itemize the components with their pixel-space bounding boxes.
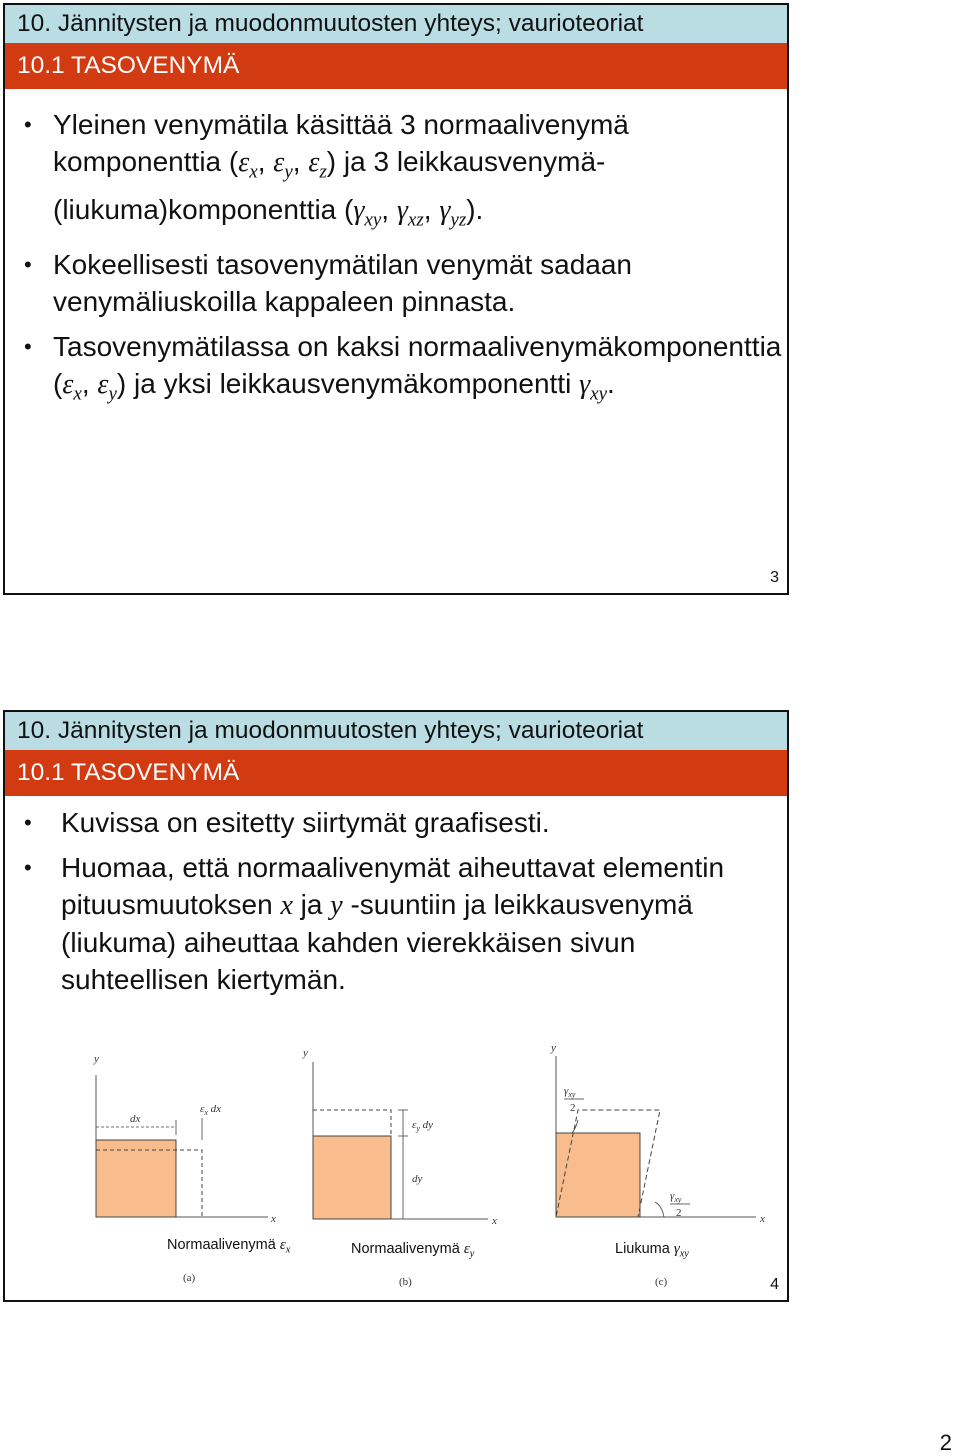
bullet-item <box>5 849 787 998</box>
fig-b-dy-label: dy <box>412 1173 423 1185</box>
fig-c-y-label: y <box>551 1042 556 1054</box>
math-epsilon-z: $\varepsilon_z$ <box>308 147 327 183</box>
bullet-item <box>5 328 787 413</box>
fig-b-x-label: x <box>492 1215 497 1227</box>
math-epsilon-y: $\varepsilon_y$ <box>97 369 117 405</box>
slide-section-title: 10.1 TASOVENYMÄ <box>5 750 787 796</box>
bullet-list <box>5 804 787 998</box>
fig-b-eps-label: $\varepsilon_y$ dy <box>412 1119 434 1133</box>
math-epsilon-x: $\varepsilon_x$ <box>62 369 82 405</box>
fig-a-dx-label: dx <box>130 1113 141 1125</box>
slide-header-title: 10. Jännitysten ja muodonmuutosten yhteys; vaurioteoriat <box>5 712 787 750</box>
bullet-item: • Kokeellisesti tasovenymätilan venymät sadaan venymäliuskoilla kappaleen pinnasta. <box>5 246 787 320</box>
slide-4 <box>3 710 789 1302</box>
separator: , <box>381 193 397 225</box>
separator: , <box>423 193 440 225</box>
document-page-number: 2 <box>939 1430 952 1455</box>
math-gamma-xz: $\gamma_{xz}$ <box>396 194 424 231</box>
math-x: x <box>280 890 293 921</box>
bullet-text: -suuntiin ja leikkausvenymä (liukuma) aiheuttaa kahden vierekkäisen sivun suhteellisen kiertymän. <box>61 889 693 995</box>
math-gamma-xy: $\gamma_{xy}$ <box>579 369 608 405</box>
fig-c-gamma-top: $\gamma_{xy}$ <box>564 1085 576 1099</box>
math-epsilon-y: $\varepsilon_y$ <box>273 147 293 183</box>
bullet-text: ) ja yksi leikkausvenymäkomponentti <box>116 368 580 400</box>
separator: , <box>257 146 274 177</box>
math-gamma-yz: $\gamma_{yz}$ <box>439 194 467 231</box>
slide-header-title: 10. Jännitysten ja muodonmuutosten yhteys; vaurioteoriat <box>5 5 787 43</box>
bullet-text: ) ja 3 leikkausvenymä-(liukuma)komponenttia ( <box>53 146 606 225</box>
bullet-item <box>5 106 787 238</box>
math-y: y <box>330 890 343 921</box>
fig-c-gamma-top-den: 2 <box>570 1102 576 1114</box>
fig-a-x-label: x <box>271 1213 276 1225</box>
fig-b-letter: (b) <box>399 1276 412 1288</box>
slide-page-number: 3 <box>770 569 779 586</box>
separator: , <box>81 368 98 400</box>
fig-a-caption: Normaalivenymä $\varepsilon_x$ <box>167 1237 291 1256</box>
bullet-list <box>5 106 787 413</box>
bullet-text: Huomaa, että normaalivenymät aiheuttavat elementin pituusmuutoksen <box>61 852 725 920</box>
bullet-item: • Kuvissa on esitetty siirtymät graafisesti. <box>5 804 787 841</box>
fig-c-x-label: x <box>760 1213 765 1225</box>
slide-section-title: 10.1 TASOVENYMÄ <box>5 43 787 89</box>
bullet-text: Yleinen venymätila käsittää 3 normaalivenymä komponenttia ( <box>53 109 629 177</box>
fig-a-letter: (a) <box>183 1272 196 1284</box>
fig-a-eps-label: $\varepsilon_x$ dx <box>200 1103 222 1117</box>
bullet-text: ). <box>466 193 484 225</box>
fig-c-letter: (c) <box>655 1276 668 1288</box>
separator: , <box>292 146 309 177</box>
slide-3 <box>3 3 789 595</box>
fig-c-gamma-bottom: $\gamma_{xy}$ <box>670 1190 682 1204</box>
math-gamma-xy: $\gamma_{xy}$ <box>353 194 382 231</box>
fig-b-y-label: y <box>303 1047 308 1059</box>
fig-b-caption: Normaalivenymä $\varepsilon_y$ <box>351 1241 475 1260</box>
bullet-text: ja <box>292 889 331 920</box>
bullet-text: Tasovenymätilassa on kaksi normaalivenymäkomponenttia ( <box>53 331 782 400</box>
fig-c-caption: Liukuma $\gamma_{xy}$ <box>615 1241 689 1260</box>
bullet-text: . <box>607 368 615 400</box>
math-epsilon-x: $\varepsilon_x$ <box>238 147 258 183</box>
fig-a-y-label: y <box>94 1053 99 1065</box>
fig-c-gamma-bottom-den: 2 <box>676 1207 682 1219</box>
slide-page-number: 4 <box>770 1276 779 1293</box>
